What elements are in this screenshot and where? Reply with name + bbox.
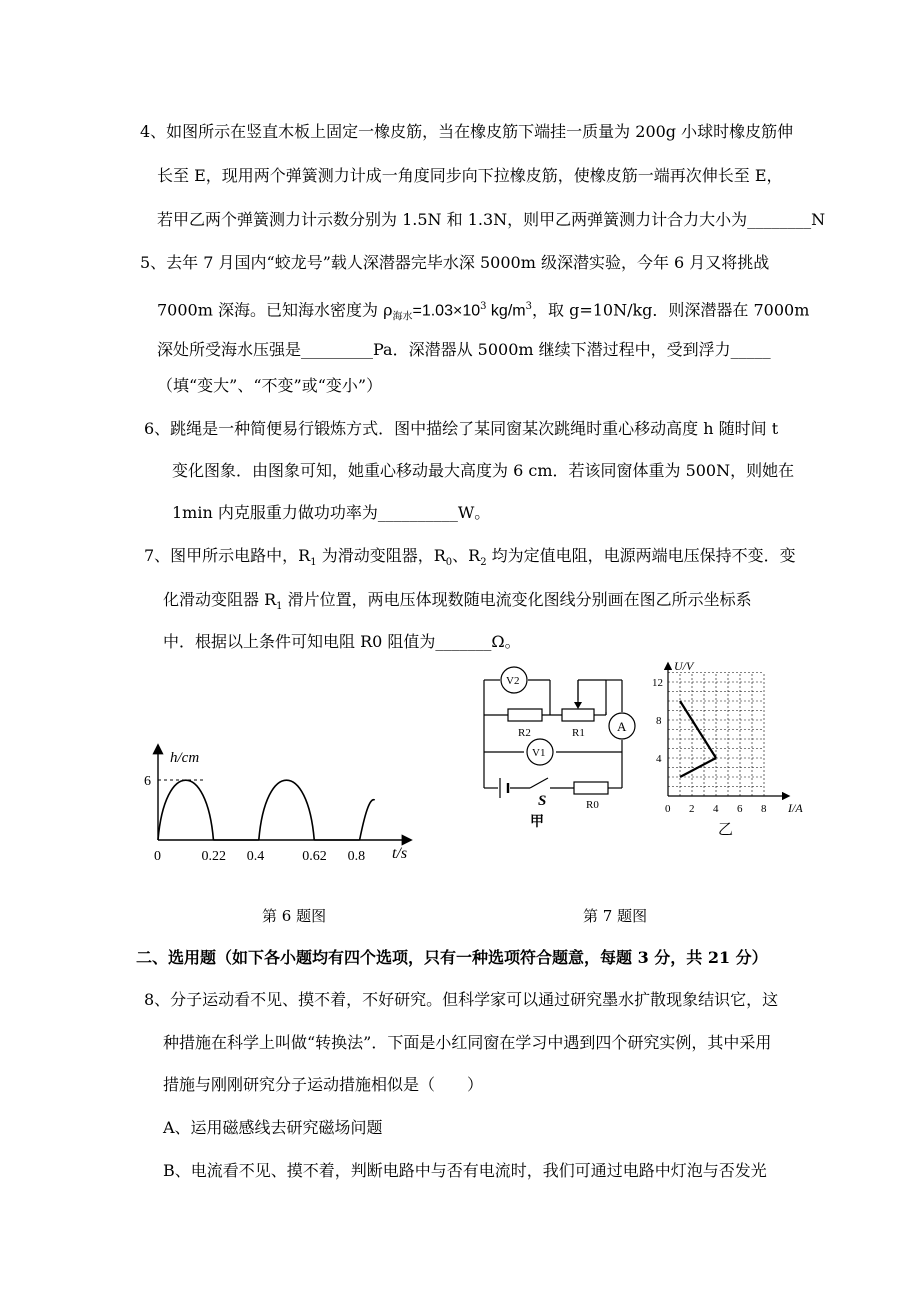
fig6-x-tick: 0.4	[246, 849, 265, 864]
q8-option-a: A、运用磁感线去研究磁场问题	[163, 1118, 383, 1137]
circuit-r0-label: R0	[586, 799, 599, 811]
q6-line-3: 1min 内克服重力做功功率为__________W。	[172, 503, 491, 522]
q8-option-b: B、电流看不见、摸不着，判断电路中与否有电流时，我们可通过电路中灯泡与否发光	[163, 1161, 767, 1180]
fig7-caption-text: 第 7 题图	[583, 907, 648, 925]
fig6-caption: 第 6 题图	[262, 907, 327, 925]
q7-l2a: 化滑动变阻器 R	[163, 590, 277, 609]
q5-sup: 3	[480, 301, 487, 312]
fig7-y-tick: 12	[652, 677, 663, 689]
fig6-graph	[130, 740, 430, 870]
fig7-x-tick: 2	[689, 803, 695, 815]
q8-line-1: 8、分子运动看不见、摸不着，不好研究。但科学家可以通过研究墨水扩散现象结识它，这	[144, 990, 779, 1009]
fig7-x-tick: 4	[713, 803, 719, 815]
circuit-caption: 甲	[530, 815, 544, 830]
circuit-s-label: S	[538, 793, 547, 809]
fig6-x-tick: 0.62	[302, 849, 327, 864]
fig7-y-tick: 8	[656, 715, 662, 727]
q7-l1s3: 2	[480, 557, 487, 569]
circuit-a-label: A	[617, 719, 627, 734]
q5-line-4: （填“变大”、“不变”或“变小”）	[157, 376, 383, 395]
fig7-circuit	[478, 660, 638, 830]
fig6-y-tick-6: 6	[144, 774, 151, 789]
fig7-x-tick: 0	[665, 803, 671, 815]
q5-line-2	[157, 297, 809, 328]
q5-sup2: 3	[525, 301, 532, 312]
q7-l1a: 7、图甲所示电路中，R	[144, 546, 311, 565]
q4-line-2: 长至 E，现用两个弹簧测力计成一角度同步向下拉橡皮筋，使橡皮筋一端再次伸长至 E，	[157, 166, 783, 185]
q4-line-1: 4、如图所示在竖直木板上固定一橡皮筋，当在橡皮筋下端挂一质量为 200g 小球时橡皮筋伸	[140, 122, 794, 141]
q6-line-1: 6、跳绳是一种简便易行锻炼方式．图中描绘了某同窗某次跳绳时重心移动高度 h 随时间 t	[144, 419, 779, 438]
fig7-ylabel: U/V	[674, 659, 694, 673]
fig6-xlabel: t/s	[392, 845, 408, 862]
fig7-caption: 乙	[718, 822, 734, 836]
q7-l1s: 1	[310, 557, 317, 569]
q8-line-2: 种措施在科学上叫做“转换法”．下面是小红同窗在学习中遇到四个研究实例，其中采用	[163, 1033, 772, 1052]
q8-line-3: 措施与刚刚研究分子运动措施相似是（ ）	[163, 1075, 484, 1094]
fig7-x-tick: 8	[761, 803, 767, 815]
q5-sub: 海水	[392, 311, 413, 323]
fig6-ylabel: h/cm	[170, 750, 200, 766]
q7-l1d: 均为定值电阻，电源两端电压保持不变．变	[486, 546, 796, 565]
q5-line-2b: =1.03×10	[412, 302, 481, 320]
circuit-v2-label: V2	[506, 675, 520, 687]
fig7-x-tick: 6	[737, 803, 743, 815]
q7-l2s: 1	[276, 601, 283, 613]
q7-l1s2: 0	[445, 557, 453, 569]
fig6-x-tick: 0.22	[201, 849, 226, 864]
q7-line-2	[163, 590, 752, 617]
q7-l1b: 为滑动变阻器，R	[316, 546, 446, 565]
q7-l2b: 滑片位置，两电压体现数随电流变化图线分别画在图乙所示坐标系	[282, 590, 752, 609]
q7-line-1	[144, 546, 796, 573]
q7-line-3: 中．根据以上条件可知电阻 R0 阻值为_______Ω。	[163, 632, 521, 651]
fig7-xlabel: I/A	[788, 801, 803, 815]
q5-line-2d: ，取 g=10N/kg．则深潜器在 7000m	[531, 300, 810, 320]
circuit-r1-label: R1	[572, 727, 585, 739]
q6-line-2: 变化图象．由图象可知，她重心移动最大高度为 6 cm．若该同窗体重为 500N，则她在	[172, 461, 795, 480]
fig6-curve	[158, 780, 375, 840]
q5-line-2a: 7000m 深海。已知海水密度为 ρ	[157, 300, 393, 320]
fig7-y-tick: 4	[656, 753, 662, 765]
q5-line-1: 5、去年 7 月国内“蛟龙号”载人深潜器完毕水深 5000m 级深潜实验，今年 6 月又将挑战	[140, 253, 770, 272]
fig6-x-tick: 0.8	[347, 849, 366, 864]
q7-l1c: 、R	[452, 546, 481, 565]
circuit-v1-label: V1	[532, 747, 546, 759]
section2-title: 二、选用题（如下各小题均有四个选项，只有一种选项符合题意，每题 3 分，共 21 分）	[136, 948, 768, 967]
fig7-ui-graph	[648, 656, 818, 836]
fig6-x-tick: 0	[154, 849, 161, 864]
circuit-r2-label: R2	[518, 727, 531, 739]
q5-line-3: 深处所受海水压强是_________Pa．深潜器从 5000m 继续下潜过程中，受到浮力_____	[157, 340, 771, 359]
q5-line-2c: kg/m	[486, 302, 526, 320]
q4-line-3: 若甲乙两个弹簧测力计示数分别为 1.5N 和 1.3N，则甲乙两弹簧测力计合力大小为________N	[157, 210, 826, 229]
